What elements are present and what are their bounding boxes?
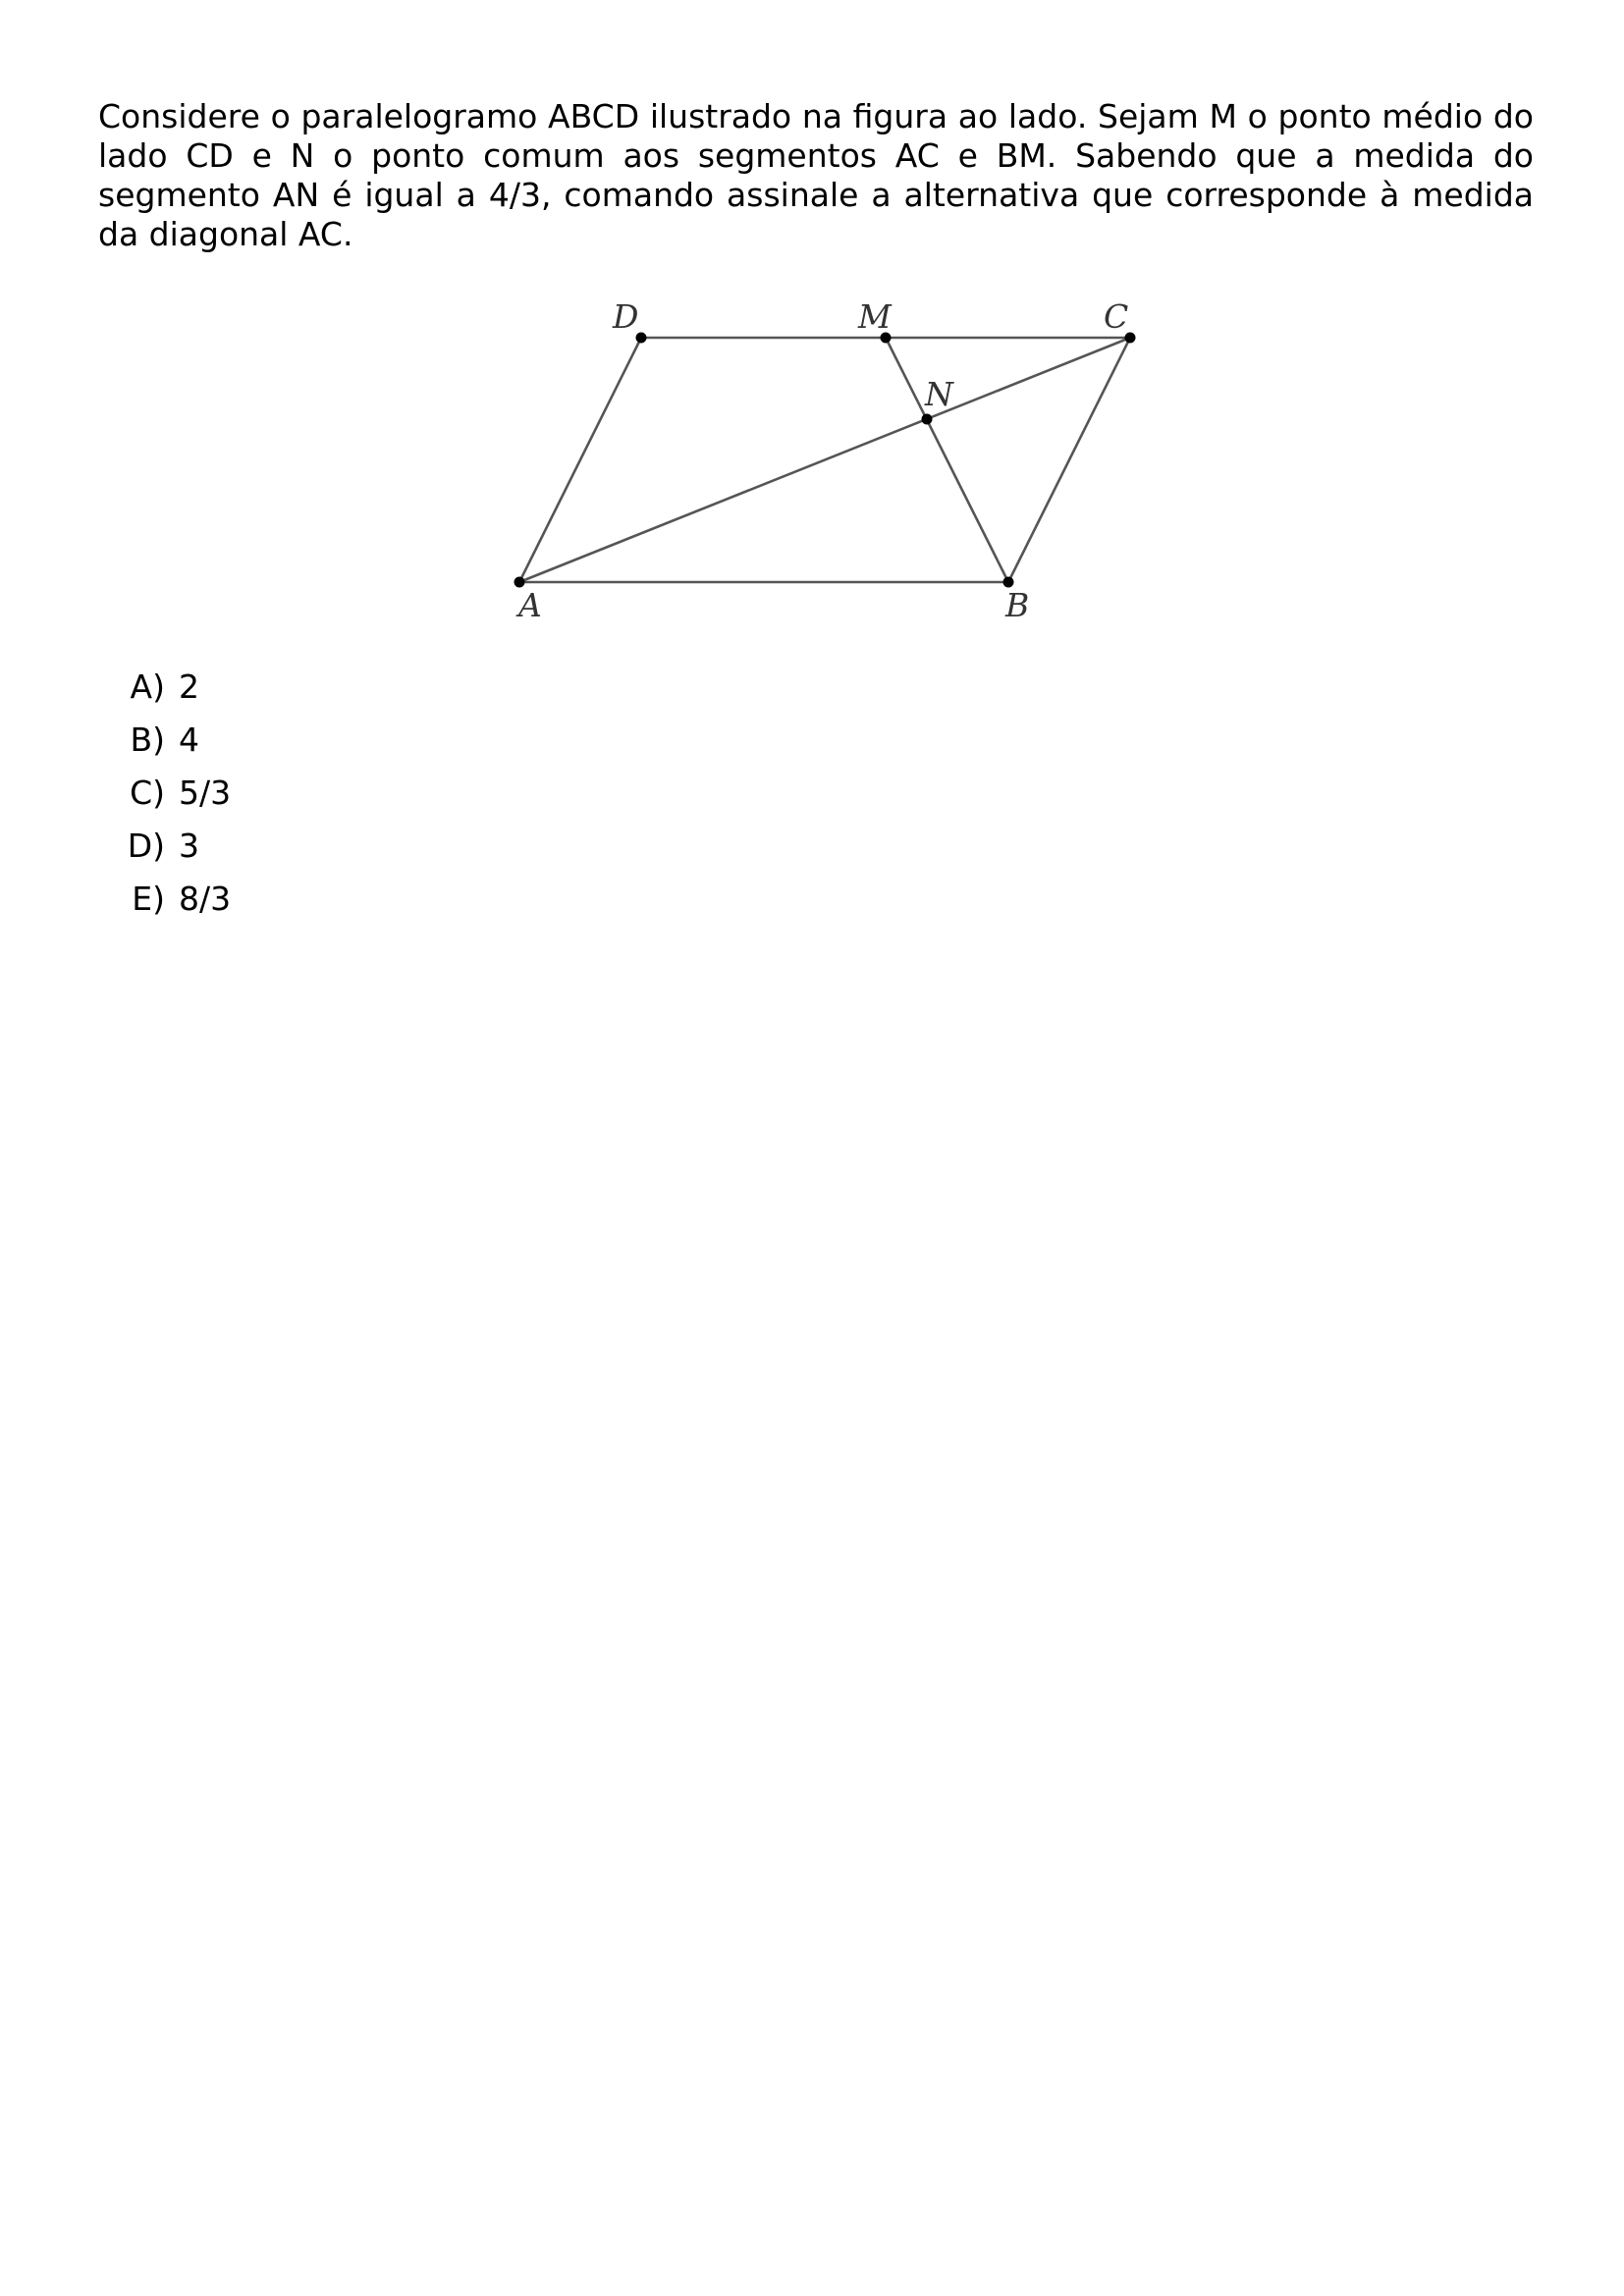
- parallelogram-diagram: [491, 290, 1159, 633]
- segment-da: [519, 338, 641, 582]
- option-value: 3: [179, 827, 199, 865]
- option-b[interactable]: [98, 721, 231, 774]
- option-letter: B): [130, 721, 165, 759]
- label-b: B: [1005, 586, 1030, 624]
- segment-bc: [1008, 338, 1130, 582]
- option-value: 2: [179, 667, 199, 706]
- option-letter: E): [132, 880, 165, 918]
- option-letter: A): [130, 667, 165, 706]
- option-e[interactable]: [98, 880, 231, 933]
- option-letter: C): [130, 774, 165, 812]
- option-letter: D): [127, 827, 165, 865]
- option-value: 8/3: [179, 880, 232, 918]
- parallelogram-figure: [491, 290, 1159, 633]
- diagonal-ac: [519, 338, 1130, 582]
- label-c: C: [1104, 297, 1129, 336]
- option-value: 4: [179, 721, 199, 759]
- answer-options: [98, 667, 231, 933]
- option-a[interactable]: [98, 667, 231, 721]
- label-n: N: [925, 375, 953, 413]
- question-text: Considere o paralelogramo ABCD ilustrado na figura ao lado. Sejam M o ponto médio do lado CD e N o ponto comum aos segmentos AC e BM. Sabendo que a medida do segmento AN é igual a 4/3, comando assinale a alternativa que corresponde à medida da diagonal AC.: [98, 97, 1534, 253]
- option-c[interactable]: [98, 774, 231, 827]
- label-m: M: [858, 297, 892, 336]
- label-a: A: [518, 586, 542, 624]
- option-d[interactable]: [98, 827, 231, 880]
- point-n-dot: [922, 414, 933, 425]
- option-value: 5/3: [179, 774, 232, 812]
- label-d: D: [613, 297, 639, 336]
